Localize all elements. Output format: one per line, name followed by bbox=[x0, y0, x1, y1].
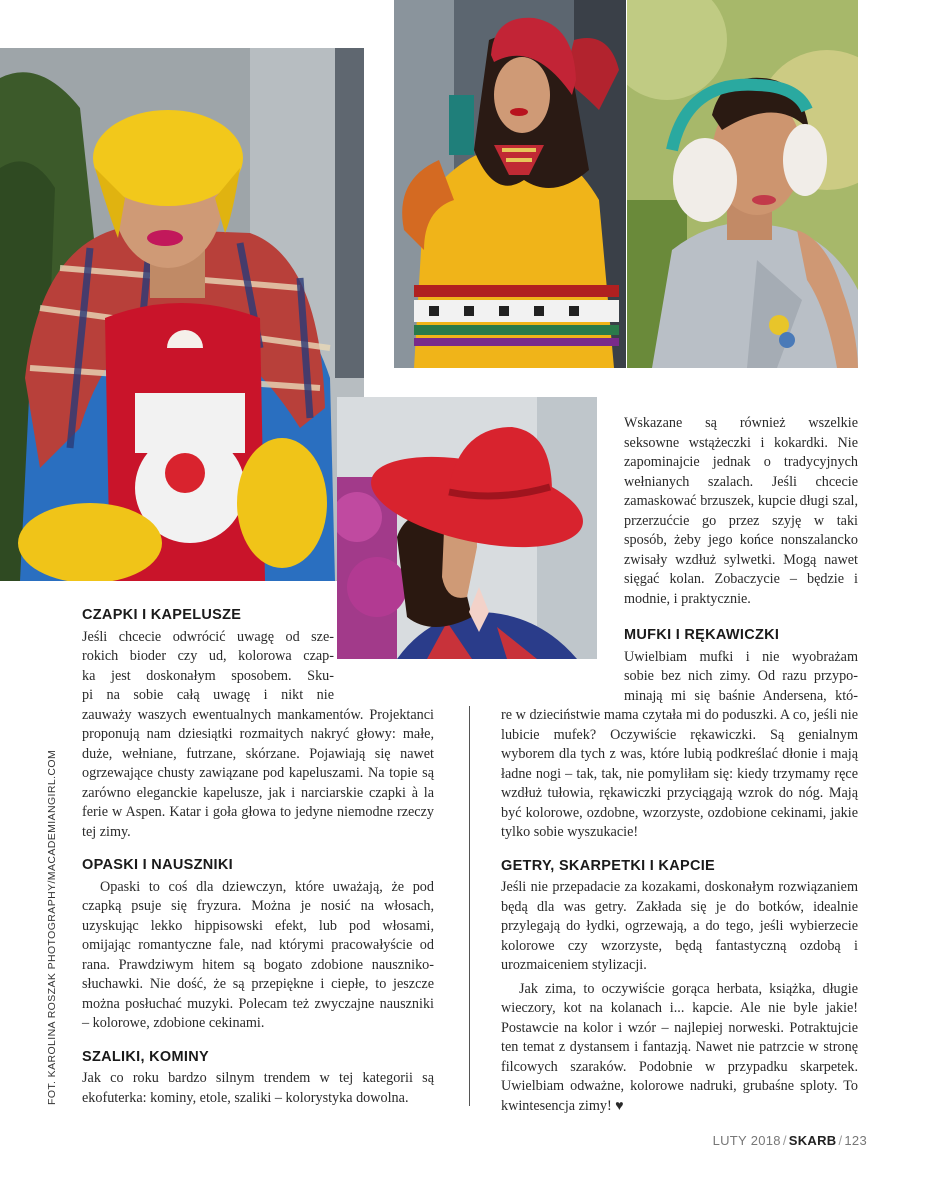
section-opaski bbox=[82, 856, 434, 1034]
heading-czapki-i-kapelusze: CZAPKI I KAPELUSZE bbox=[82, 607, 242, 623]
text-line: ka jest doskonałym sposobem. Sku- bbox=[82, 667, 334, 684]
page-folio: LUTY 2018 / SKARB / 123 bbox=[712, 1133, 867, 1148]
paragraph-wstazeczki: Wskazane są również wszelkie seksowne wstążeczki i kokardki. Nie zapominajcie jednak o tradycyjnych wełnianych szalach. Jeśli chcecie zamaskować brzuszek, kupcie długi szal, przerzućcie go przez szyję w taki sposób, żeby jego końce nonszalancko zwisały wzdłuż sylwetki. Mogą nawet sięgać kolan. Zobaczycie – będzie i modnie, i praktycznie. bbox=[624, 415, 858, 607]
magazine-name: SKARB bbox=[788, 1133, 837, 1148]
heading-getry-skarpetki-kapcie: GETRY, SKARPETKI I KAPCIE bbox=[501, 857, 716, 874]
photo-red-knit-hat bbox=[394, 0, 626, 368]
photo-credit: FOT. KAROLINA ROSZAK PHOTOGRAPHY/MACADEMIANGIRL.COM bbox=[46, 749, 58, 1105]
text-line: rokich bioder czy ud, kolorowa czap- bbox=[82, 648, 334, 664]
text-line: pi na sobie całą uwagę i nikt nie bbox=[82, 687, 334, 703]
text-line: Jeśli chcecie odwrócić uwagę od sze- bbox=[82, 628, 334, 645]
text-line: minają mi się baśnie Andersena, któ- bbox=[624, 687, 858, 704]
text-line: Uwielbiam mufki i nie wyobrażam bbox=[624, 648, 858, 665]
right-column bbox=[501, 626, 858, 1116]
page-number: 123 bbox=[844, 1133, 867, 1148]
photo-earmuffs bbox=[627, 0, 858, 368]
paragraph-czapki: zauważy waszych ewentualnych mankamentów. Projektanci proponują nam dziesiątki rozmaitych nakryć głowy: małe, duże, wełniane, futrzane, skórzane. Pojawiają się nawet ogrzewające chusty zawiązane pod kapeluszami. Na topie są zarówno eleganckie kapelusze, jak i narciarskie czapki à la ferie w Aspen. Katar i goła głowa to jedyne niemodne rzeczy tej zimy. bbox=[82, 706, 434, 840]
paragraph-kapcie: Jak zima, to oczywiście gorąca herbata, książka, długie wieczory, kot na kolanach i... kapcie. Ale nie byle jakie! Postawcie na kolor i wzór – najlepiej norweski. Potraktujcie ten temat z dystansem i fantazją. Nawet nie patrzcie w stronę filcowych szaraków. Podobnie w przypadku skarpetek. Uwielbiam odważne, kolorowe nadruki, grubaśne sploty. To kwintesencja zimy! ♥ bbox=[501, 980, 858, 1114]
section-getry bbox=[501, 857, 858, 1117]
right-column-intro bbox=[624, 414, 858, 609]
heading-mufki-i-rekawiczki: MUFKI I RĘKAWICZKI bbox=[624, 627, 780, 643]
mufki-narrow-block bbox=[624, 626, 858, 706]
issue-date: LUTY 2018 bbox=[712, 1133, 781, 1148]
text-line: sobie bez nich zimy. Od razu przypo- bbox=[624, 668, 858, 684]
paragraph-mufki: re w dzieciństwie mama czytała mi do poduszki. A co, jeśli nie lubicie mufek? Oczywiście rękawiczki. Są genialnym wyborem dla tych z was, które lubią podkreślać dłonie i mają ładne nogi – tak, tak, nie pomyliłam się: kiedy trzymamy ręce wzdłuż tułowia, rękawiczki przyciągają wzrok do nóg. Mają być kolorowe, ozdobne, wzorzyste, ozdobione cekinami, jakie tylko sobie wyszukacie! bbox=[501, 707, 858, 840]
paragraph-szaliki: Jak co roku bardzo silnym trendem w tej kategorii są ekofuterka: kominy, etole, szaliki – kolorystyka dowolna. bbox=[82, 1070, 434, 1106]
heading-szaliki-kominy: SZALIKI, KOMINY bbox=[82, 1048, 209, 1065]
paragraph-getry: Jeśli nie przepadacie za kozakami, doskonałym rozwiązaniem będą dla was getry. Zakłada się je do botków, idealnie przylegają do łydki, ogrzewają, a do tego, jeśli wybierzecie kolorowe czy wzorzyste, będą fantastyczną ozdobą i urozmaiceniem stylizacji. bbox=[501, 879, 858, 973]
czapki-narrow-lines bbox=[82, 628, 334, 706]
heading-opaski-i-nauszniki: OPASKI I NAUSZNIKI bbox=[82, 857, 233, 873]
photo-yellow-beret bbox=[0, 48, 364, 581]
section-szaliki bbox=[82, 1048, 434, 1109]
column-divider bbox=[469, 706, 470, 1106]
paragraph-opaski: Opaski to coś dla dziewczyn, które uważają, że pod czapką psuje się fryzura. Można je nosić na włosach, uzyskując lekko hippisowski efekt, lub pod włosami, omijając romantyczne fale, nad którymi pracowałyście od rana. Prawdziwym hitem są bogato zdobione nauszniko-słuchawki. Nie dość, że są przepiękne i ciepłe, to jeszcze można posłuchać muzyki. Polecam też zwyczajne nauszniki – kolorowe, zdobione cekinami. bbox=[82, 878, 434, 1031]
left-column bbox=[82, 606, 434, 1108]
